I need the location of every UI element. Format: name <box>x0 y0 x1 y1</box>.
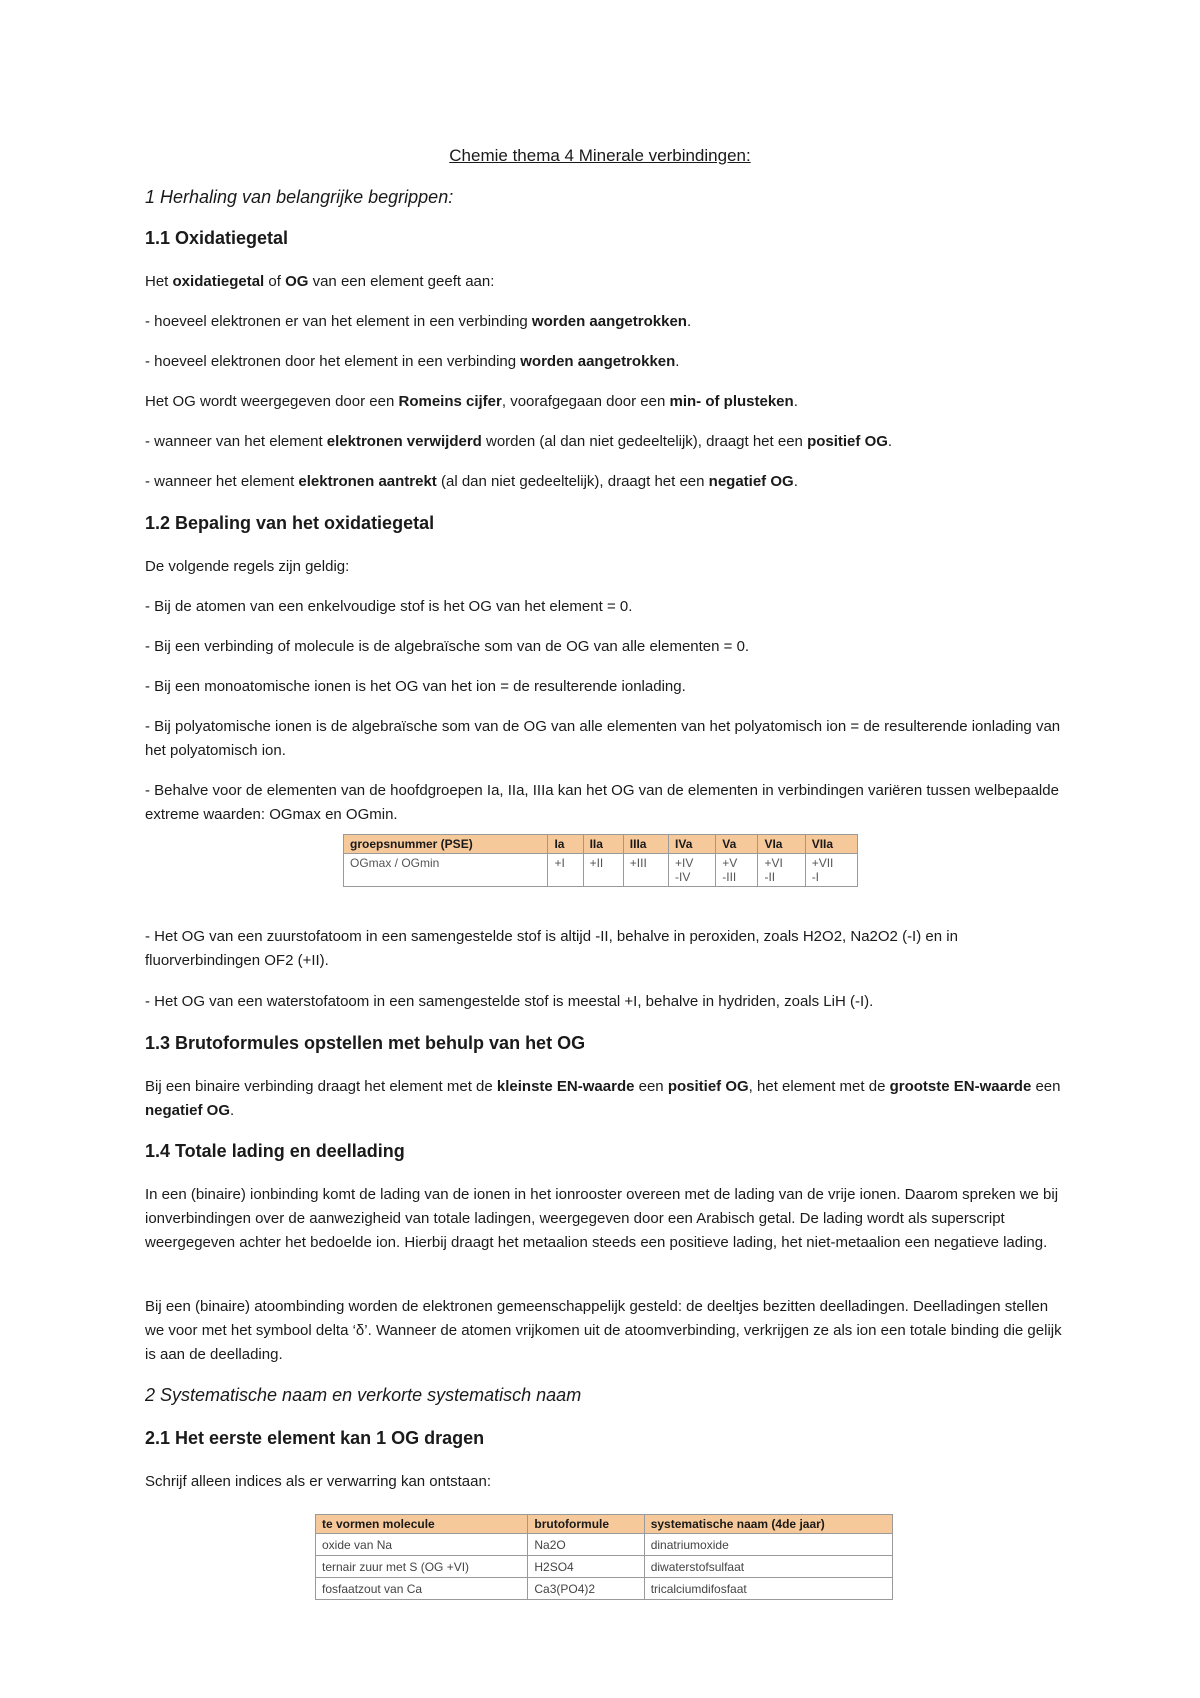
bullet-1: - hoeveel elektronen er van het element in een verbinding worden aangetrokken. <box>145 313 692 330</box>
table-row: fosfaatzout van Ca Ca3(PO4)2 tricalciumdifosfaat <box>316 1578 893 1600</box>
paragraph-roman: Het OG wordt weergegeven door een Romeins cijfer, voorafgegaan door een min- of plusteken. <box>145 393 798 410</box>
section-1-heading: 1 Herhaling van belangrijke begrippen: <box>145 187 454 207</box>
heading-2-1: 2.1 Het eerste element kan 1 OG dragen <box>145 1428 485 1448</box>
rule-3: - Bij een monoatomische ionen is het OG van het ion = de resulterende ionlading. <box>145 678 686 695</box>
heading-1-3: 1.3 Brutoformules opstellen met behulp van het OG <box>145 1033 586 1053</box>
paragraph-total-charge: In een (binaire) ionbinding komt de lading van de ionen in het ionrooster overeen met de lading van de vrije ionen. Daarom spreken we bij ionverbindingen over de aanwezigheid van totale ladingen, weergegeven door een Arabisch getal. De lading wordt als superscript weergegeven achter het bedoelde ion. Hierbij draagt het metaalion steeds een positieve lading, het niet-metaalion een negatieve lading. <box>145 1186 1059 1251</box>
bullet-3: - wanneer van het element elektronen verwijderd worden (al dan niet gedeeltelijk), draagt het een positief OG. <box>145 433 893 450</box>
rule-7: - Het OG van een waterstofatoom in een samengestelde stof is meestal +I, behalve in hydriden, zoals LiH (-I). <box>145 993 874 1010</box>
rules-intro: De volgende regels zijn geldig: <box>145 558 350 575</box>
document-title: Chemie thema 4 Minerale verbindingen: <box>449 146 751 165</box>
paragraph-partial-charge: Bij een (binaire) atoombinding worden de elektronen gemeenschappelijk gesteld: de deeltjes bezitten deelladingen. Deelladingen stellen we voor met het symbool delta ‘δ’. Wanneer de atomen vrijkomen uit de atoomverbinding, verkrijgen ze als ion een totale binding die gelijk is aan de deellading. <box>145 1298 1062 1363</box>
paragraph-og-intro: Het oxidatiegetal of OG van een element geeft aan: <box>145 273 495 290</box>
table-header-row: groepsnummer (PSE) Ia IIa IIIa IVa Va VIa VIIa <box>344 835 858 854</box>
rule-6: - Het OG van een zuurstofatoom in een samengestelde stof is altijd -II, behalve in peroxiden, zoals H2O2, Na2O2 (-I) en in fluorverbindingen OF2 (+II). <box>145 928 958 969</box>
rule-1: - Bij de atomen van een enkelvoudige stof is het OG van het element = 0. <box>145 598 633 615</box>
og-group-table <box>343 834 858 887</box>
table-row: OGmax / OGmin +I +II +III +IV -IV +V -III +VI -II +VII -I <box>344 854 858 887</box>
table-header-row: te vormen molecule brutoformule systematische naam (4de jaar) <box>316 1515 893 1534</box>
rule-5: - Behalve voor de elementen van de hoofdgroepen Ia, IIa, IIIa kan het OG van de elementen in verbindingen variëren tussen welbepaalde extreme waarden: OGmax en OGmin. <box>145 782 1059 823</box>
naming-table <box>315 1514 893 1600</box>
bullet-2: - hoeveel elektronen door het element in een verbinding worden aangetrokken. <box>145 353 680 370</box>
indices-intro: Schrijf alleen indices als er verwarring kan ontstaan: <box>145 1473 492 1490</box>
section-2-heading: 2 Systematische naam en verkorte systematisch naam <box>145 1385 582 1405</box>
rule-2: - Bij een verbinding of molecule is de algebraïsche som van de OG van alle elementen = 0. <box>145 638 750 655</box>
heading-1-4: 1.4 Totale lading en deellading <box>145 1141 405 1161</box>
rule-4: - Bij polyatomische ionen is de algebraïsche som van de OG van alle elementen van het polyatomisch ion = de resulterende ionlading van het polyatomisch ion. <box>145 718 1061 759</box>
table-row: ternair zuur met S (OG +VI) H2SO4 diwaterstofsulfaat <box>316 1556 893 1578</box>
bullet-4: - wanneer het element elektronen aantrekt (al dan niet gedeeltelijk), draagt het een negatief OG. <box>145 473 798 490</box>
table-row: oxide van Na Na2O dinatriumoxide <box>316 1534 893 1556</box>
heading-1-2: 1.2 Bepaling van het oxidatiegetal <box>145 513 435 533</box>
heading-1-1: 1.1 Oxidatiegetal <box>145 228 289 248</box>
paragraph-en-value: Bij een binaire verbinding draagt het element met de kleinste EN-waarde een positief OG, het element met de grootste EN-waarde een negatief OG. <box>145 1078 1061 1119</box>
